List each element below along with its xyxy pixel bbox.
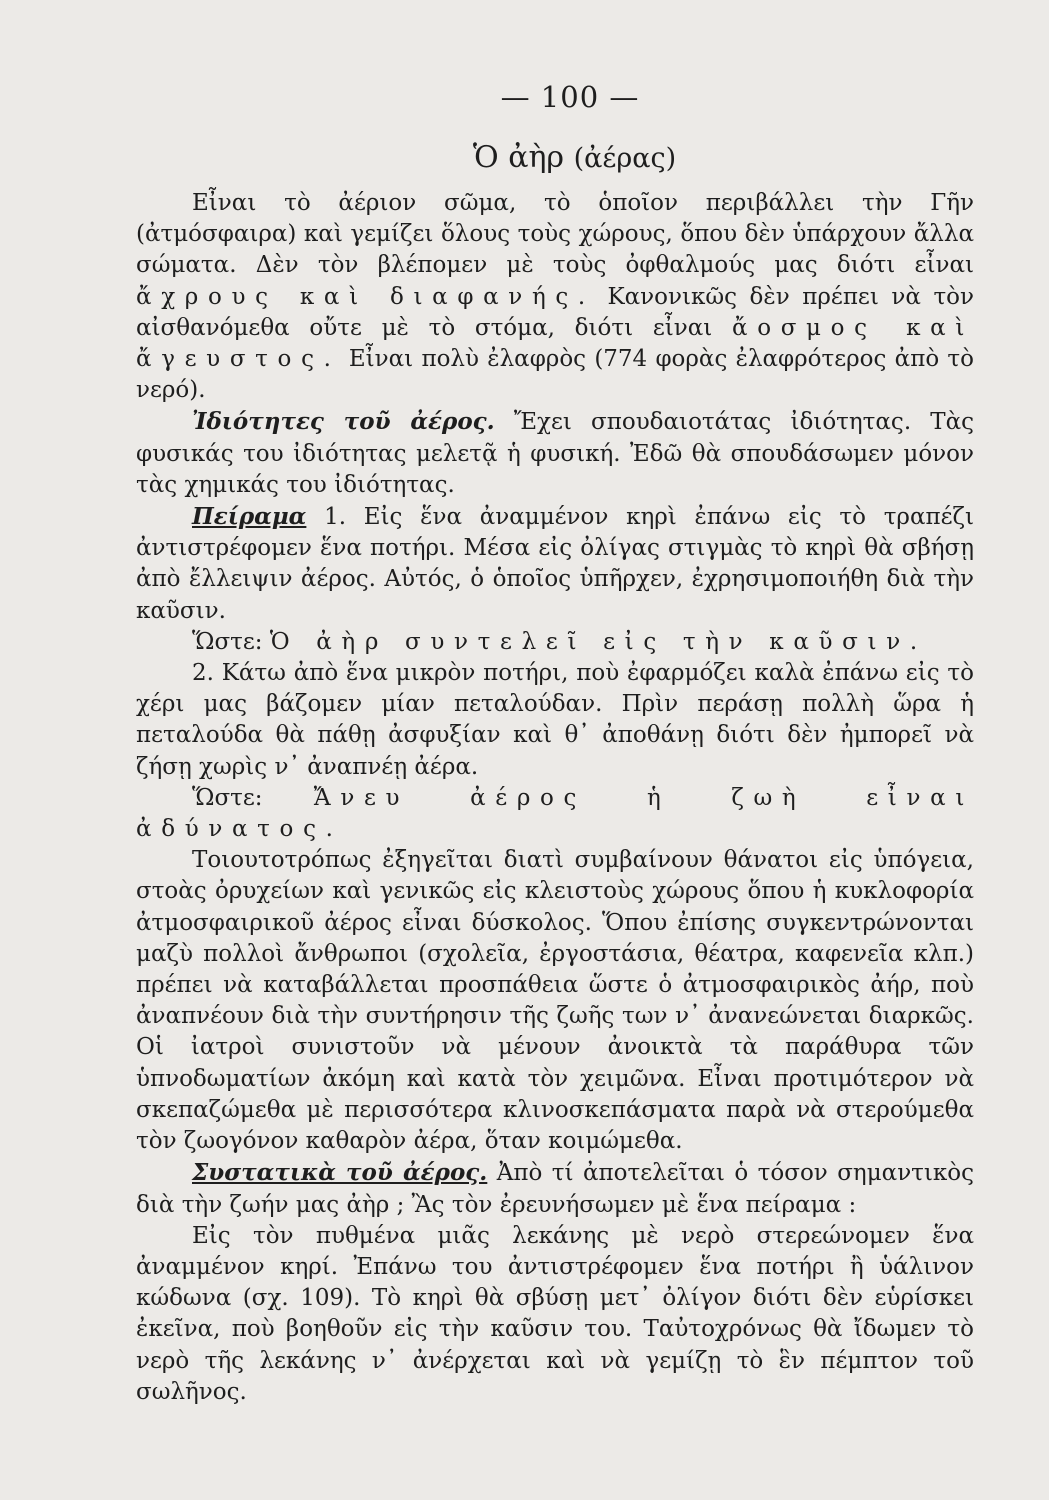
conclusion-1-label: Ὥστε: xyxy=(192,628,263,655)
paragraph-conclusion-1 xyxy=(136,627,974,658)
experiment-2-text: 2. Κάτω ἀπὸ ἕνα μικρὸν ποτήρι, ποὺ ἐφαρμόζει καλὰ ἐπάνω εἰς τὸ χέρι μας βάζομεν μίαν πεταλούδαν. Πρὶν περάσῃ πολλὴ ὥρα ἡ πεταλούδα θὰ πάθῃ ἀσφυξίαν καὶ θ᾽ ἀποθάνῃ διότι δὲν ἠμπορεῖ νὰ ζήσῃ χωρὶς ν᾽ ἀναπνέῃ ἀέρα. xyxy=(136,660,974,780)
title-main: Ὁ ἀὴρ xyxy=(472,140,565,175)
properties-heading: Ἰδιότητες τοῦ ἀέρος. xyxy=(192,408,495,436)
body-text xyxy=(136,188,974,1408)
intro-text: Εἶναι τὸ ἀέριον σῶμα, τὸ ὁποῖον περιβάλλει τὴν Γῆν (ἀτμόσφαιρα) καὶ γεμίζει ὅλους τοὺς χώρους, ὅπου δὲν ὑπάρχουν ἄλλα σώματα. Δὲν τὸν βλέπομεν μὲ τοὺς ὀφθαλμούς μας διότι εἶναι xyxy=(136,190,974,279)
intro-emphasis-1: ἄχρους καὶ διαφανής. xyxy=(136,283,595,310)
conclusion-2-text: Ἄνευ ἀέρος ἡ ζωὴ εἶναι ἀδύνατος. xyxy=(136,784,974,843)
title-sub: (ἀέρας) xyxy=(573,143,677,174)
experiment-1-text: 1. Εἰς ἕνα ἀναμμένον κηρὶ ἐπάνω εἰς τὸ τραπέζι ἀντιστρέφομεν ἕνα ποτήρι. Μέσα εἰς ὀλίγας στιγμὰς τὸ κηρὶ θὰ σβήσῃ ἀπὸ ἔλλειψιν ἀέρος. Αὐτός, ὁ ὁποῖος ὑπῆρχεν, ἐχρησιμοποιήθη διὰ τὴν καῦσιν. xyxy=(136,504,975,624)
paragraph-experiment-1 xyxy=(136,501,974,627)
explanation-text: Τοιουτοτρόπως ἐξηγεῖται διατὶ συμβαίνουν θάνατοι εἰς ὑπόγεια, στοὰς ὀρυχείων καὶ γενικῶς εἰς κλειστοὺς χώρους ὅπου ἡ κυκλοφορία ἀτμοσφαιρικοῦ ἀέρος εἶναι δύσκολος. Ὅπου ἐπίσης συγκεντρώνονται μαζὺ πολλοὶ ἄνθρωποι (σχολεῖα, ἐργοστάσια, θέατρα, καφενεῖα κλπ.) πρέπει νὰ καταβάλλεται προσπάθεια ὥστε ὁ ἀτμοσφαιρικὸς ἀήρ, ποὺ ἀναπνέουν διὰ τὴν συντήρησιν τῆς ζωῆς των ν᾽ ἀνανεώνεται διαρκῶς. Οἱ ἰατροὶ συνιστοῦν νὰ μένουν ἀνοικτὰ τὰ παράθυρα τῶν ὑπνοδωματίων ἀκόμη καὶ κατὰ τὸν χειμῶνα. Εἶναι προτιμότερον νὰ σκεπαζώμεθα μὲ περισσότερα κλινοσκεπάσματα παρὰ νὰ στερούμεθα τὸν ζωογόνον καθαρὸν ἀέρα, ὅταν κοιμώμεθα. xyxy=(136,847,974,1155)
final-text: Εἰς τὸν πυθμένα μιᾶς λεκάνης μὲ νερὸ στερεώνομεν ἕνα ἀναμμένον κηρί. Ἐπάνω του ἀντιστρέφομεν ἕνα ποτήρι ἢ ὑάλινον κώδωνα (σχ. 109). Τὸ κηρὶ θὰ σβύσῃ μετ᾽ ὀλίγον διότι δὲν εὑρίσκει ἐκεῖνα, ποὺ βοηθοῦν εἰς τὴν καῦσιν του. Ταὐτοχρόνως θὰ ἴδωμεν τὸ νερὸ τῆς λεκάνης ν᾽ ἀνέρχεται καὶ νὰ γεμίζῃ τὸ ἓν πέμπτον τοῦ σωλῆνος. xyxy=(136,1222,974,1405)
paragraph-properties xyxy=(136,406,974,501)
experiment-heading: Πείραμα xyxy=(192,503,307,531)
conclusion-2-label: Ὥστε: xyxy=(192,784,263,811)
paragraph-conclusion-2 xyxy=(136,783,974,845)
components-text: Ἀπὸ τί ἀποτελεῖται ὁ τόσον σημαντικὸς διὰ τὴν ζωήν μας ἀὴρ ; Ἂς τὸν ἐρευνήσωμεν μὲ ἕνα πείραμα : xyxy=(136,1160,975,1218)
paragraph-components xyxy=(136,1157,974,1220)
paragraph-experiment-2 xyxy=(136,658,974,783)
conclusion-1-text: Ὁ ἀὴρ συντελεῖ εἰς τὴν καῦσιν. xyxy=(269,628,927,655)
properties-text: Ἔχει σπουδαιοτάτας ἰδιότητας. Τὰς φυσικάς του ἰδιότητας μελετᾷ ἡ φυσική. Ἐδῶ θὰ σπουδάσωμεν μόνον τὰς χημικάς του ἰδιότητας. xyxy=(136,409,975,498)
page-number: — 100 — xyxy=(500,80,640,114)
intro-text-2: Κανονικῶς δὲν πρέπει νὰ τὸν αἰσθανόμεθα οὔτε μὲ τὸ στόμα, διότι εἶναι xyxy=(136,283,975,341)
paragraph-final xyxy=(136,1221,974,1408)
intro-emphasis-2: ἄοσμος καὶ ἄγευστος. xyxy=(136,314,974,373)
section-title xyxy=(0,140,1049,175)
paragraph-intro xyxy=(136,188,974,406)
components-heading: Συστατικὰ τοῦ ἀέρος. xyxy=(192,1159,488,1187)
paragraph-explanation xyxy=(136,845,974,1157)
intro-text-3: Εἶναι πολὺ ἐλαφρὸς (774 φορὰς ἐλαφρότερος ἀπὸ τὸ νερό). xyxy=(136,346,975,404)
